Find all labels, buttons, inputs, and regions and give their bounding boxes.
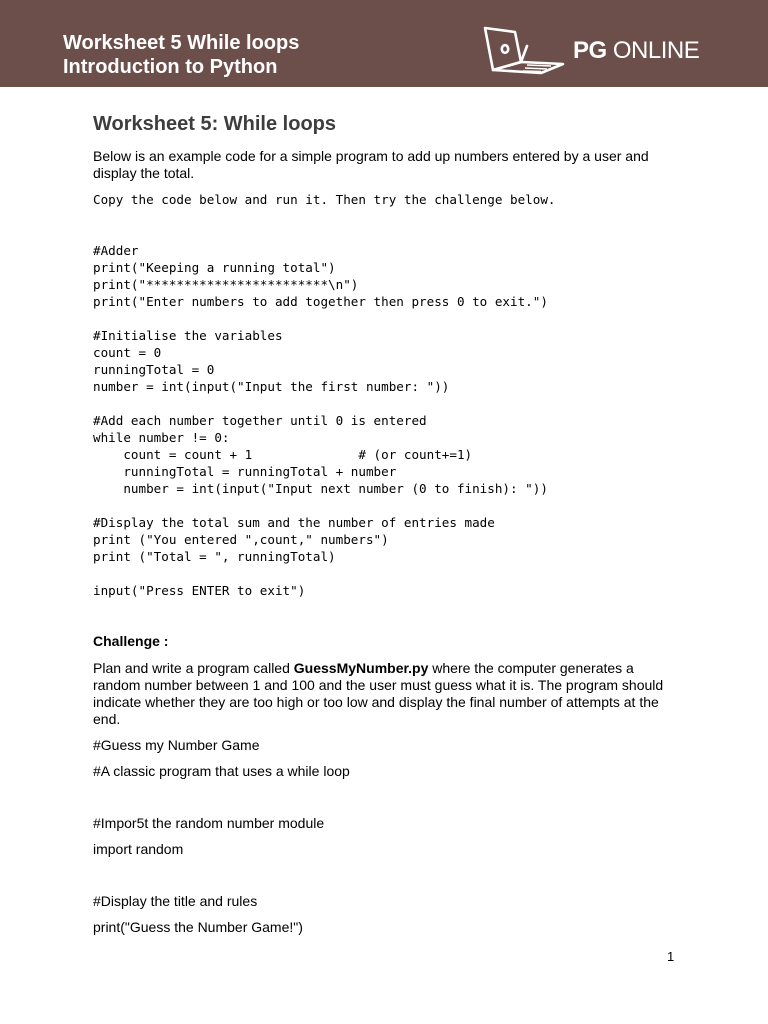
document-title: Worksheet 5: While loops	[93, 113, 336, 135]
document-body	[93, 111, 683, 945]
starter-line: #Display the title and rules	[93, 893, 258, 909]
header-title: Worksheet 5 While loops	[63, 32, 300, 54]
header-subtitle: Introduction to Python	[63, 56, 278, 78]
challenge-text-before: Plan and write a program called	[93, 660, 294, 676]
instruction-line: Copy the code below and run it. Then try the challenge below.	[93, 192, 556, 207]
challenge-filename: GuessMyNumber.py	[293, 660, 429, 676]
pg-online-logo	[481, 24, 711, 76]
starter-line: #A classic program that uses a while loop	[93, 763, 350, 779]
code-listing: #Adder print("Keeping a running total") print("************************\n") print("Enter numbers to add together then press 0 to exit.") #Initialise the variables count = 0 runningTotal = 0 number = int(input("Input the first number: ")) #Add each number together until 0 is entered while number != 0: count = count + 1 # (or count+=1) runningTotal = runningTotal + number number = int(input("Input next number (0 to finish): ")) #Display the total sum and the number of entries made print ("You entered ",count," numbers") print ("Total = ", runningTotal) input("Press ENTER to exit")	[93, 243, 548, 598]
starter-line: #Impor5t the random number module	[93, 815, 325, 831]
laptop-icon	[481, 24, 571, 76]
page-header	[0, 0, 768, 87]
starter-line: print("Guess the Number Game!")	[93, 919, 303, 935]
intro-paragraph: Below is an example code for a simple program to add up numbers entered by a user and display the total.	[93, 148, 649, 181]
spacer	[93, 867, 683, 893]
logo-text-regular: ONLINE	[606, 37, 700, 64]
challenge-paragraph	[93, 660, 683, 728]
spacer	[93, 789, 683, 815]
logo-text-bold: PG	[573, 37, 607, 64]
challenge-heading: Challenge :	[93, 633, 169, 649]
starter-line: import random	[93, 841, 184, 857]
logo-text	[573, 36, 699, 66]
page-number: 1	[667, 949, 675, 964]
challenge-text-after: where the computer generates a random number between 1 and 100 and the user must guess what it is. The program should indicate whether they are too high or too low and display the final number of attempts at the end.	[93, 660, 664, 727]
starter-line: #Guess my Number Game	[93, 737, 260, 753]
